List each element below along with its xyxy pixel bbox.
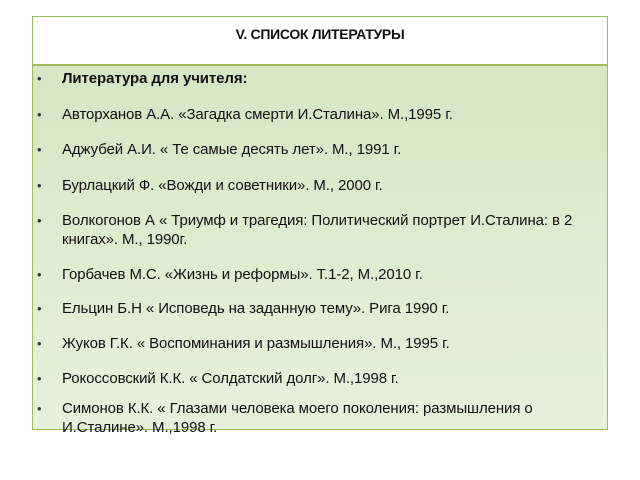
list-item [37,334,602,353]
list-item-text: Бурлацкий Ф. «Вожди и советники». М., 2000 г. [62,177,383,194]
list-item-text: Жуков Г.К. « Воспоминания и размышления». М., 1995 г. [62,335,450,352]
list-item-text: Ельцин Б.Н « Исповедь на заданную тему». Рига 1990 г. [62,300,450,317]
list-item-text: Симонов К.К. « Глазами человека моего поколения: размышления о И.Сталине». М.,1998 г. [62,400,533,436]
list-heading [37,69,602,88]
table-header [33,17,607,66]
list-item [37,369,602,388]
literature-table [32,16,608,436]
list-item [37,299,602,318]
list-item [37,399,602,437]
list-item-text: Рокоссовский К.К. « Солдатский долг». М.,1998 г. [62,370,399,387]
list-heading-text: Литература для учителя: [62,70,248,87]
bullet-icon: • [37,401,42,416]
bullet-icon: • [37,336,42,351]
list-item [37,211,602,249]
bullet-icon: • [37,178,42,193]
list-item [37,265,602,284]
list-item-text: Аджубей А.И. « Те самые десять лет». М., 1991 г. [62,141,402,158]
list-item [37,176,602,195]
bullet-icon: • [37,371,42,386]
list-item-text: Волкогонов А « Триумф и трагедия: Политический портрет И.Сталина: в 2 книгах». М., 1990г. [62,212,573,248]
bullet-icon: • [37,142,42,157]
list-item-text: Горбачев М.С. «Жизнь и реформы». Т.1-2, М.,2010 г. [62,266,423,283]
list-item [37,140,602,159]
bullet-icon: • [37,71,42,86]
list-item [37,105,602,124]
bullet-icon: • [37,213,42,228]
bullet-icon: • [37,301,42,316]
page-title: V. СПИСОК ЛИТЕРАТУРЫ [235,26,405,42]
list-item-text: Авторханов А.А. «Загадка смерти И.Сталина». М.,1995 г. [62,106,453,123]
bullet-icon: • [37,267,42,282]
bullet-icon: • [37,107,42,122]
